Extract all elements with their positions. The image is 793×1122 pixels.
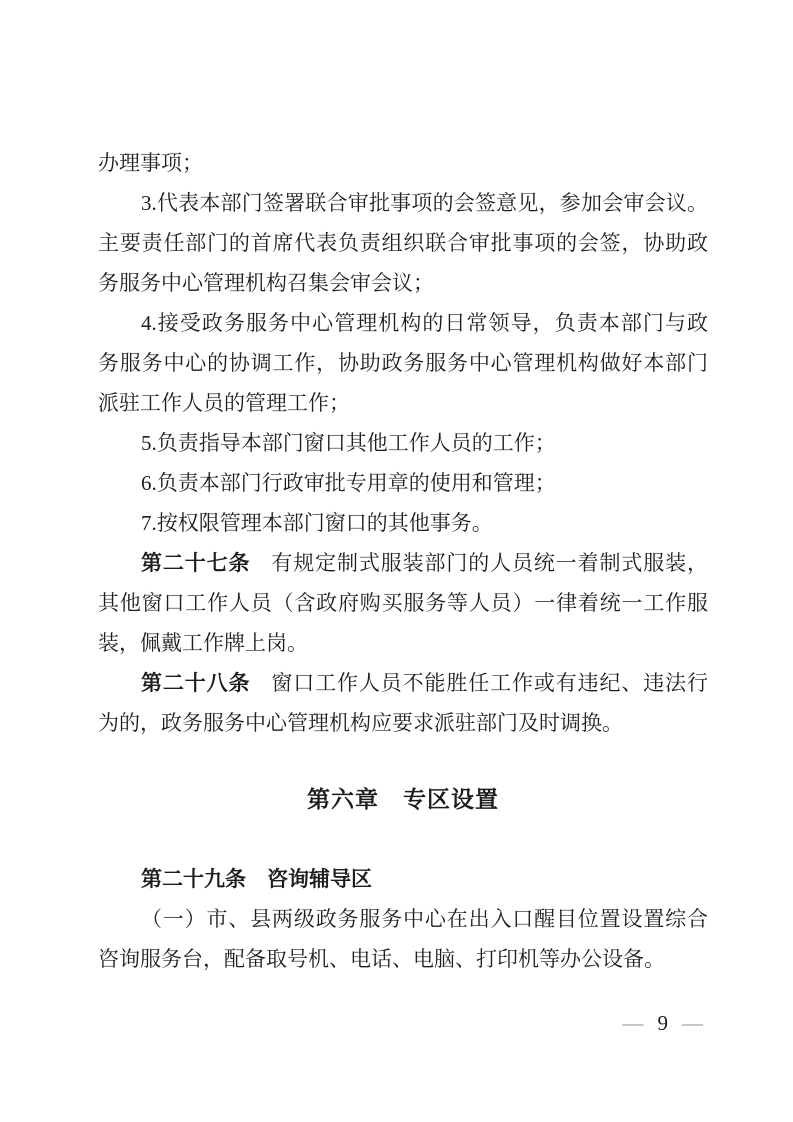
item-3-line-3: 务服务中心管理机构召集会审会议； xyxy=(98,271,434,295)
article-27-line-2: 其他窗口工作人员（含政府购买服务等人员）一律着统一工作服 xyxy=(98,591,708,615)
item-3-line-1: 3.代表本部门签署联合审批事项的会签意见，参加会审会议。 xyxy=(141,191,708,215)
item-4-line-2: 务服务中心的协调工作，协助政务服务中心管理机构做好本部门 xyxy=(98,351,708,375)
item-7-line: 7.按权限管理本部门窗口的其他事务。 xyxy=(141,511,493,535)
article-29-line-2: 咨询服务台，配备取号机、电话、电脑、打印机等办公设备。 xyxy=(98,947,665,971)
article-28-line-2: 为的，政务服务中心管理机构应要求派驻部门及时调换。 xyxy=(98,711,623,735)
article-29-label: 第二十九条 xyxy=(141,867,246,891)
chapter-6-heading: 第六章 专区设置 xyxy=(307,786,499,812)
article-28-line-1 xyxy=(98,663,708,703)
item-3-line-2: 主要责任部门的首席代表负责组织联合审批事项的会签，协助政 xyxy=(98,231,708,255)
article-29-heading xyxy=(98,859,708,899)
article-27-label: 第二十七条 xyxy=(141,551,251,575)
page-number-value: 9 xyxy=(657,1011,668,1035)
article-28-text: 窗口工作人员不能胜任工作或有违纪、违法行 xyxy=(271,671,708,695)
page-number-left-dash: — xyxy=(622,1011,644,1035)
page-number-right-dash: — xyxy=(682,1011,703,1035)
article-28-label: 第二十八条 xyxy=(141,671,251,695)
article-27-line-3: 装，佩戴工作牌上岗。 xyxy=(98,631,308,655)
item-5-line: 5.负责指导本部门窗口其他工作人员的工作； xyxy=(141,431,556,455)
article-27-line-1 xyxy=(98,543,708,583)
page-number xyxy=(623,1006,704,1040)
item-4-line-3: 派驻工作人员的管理工作； xyxy=(98,391,350,415)
article-27-text: 有规定制式服装部门的人员统一着制式服装， xyxy=(271,551,708,575)
item-4-line-1: 4.接受政务服务中心管理机构的日常领导，负责本部门与政 xyxy=(141,311,708,335)
article-29-title: 咨询辅导区 xyxy=(267,867,372,891)
continuation-line: 办理事项； xyxy=(98,151,203,175)
item-6-line: 6.负责本部门行政审批专用章的使用和管理； xyxy=(141,471,556,495)
document-body xyxy=(98,143,708,979)
article-29-line-1: （一）市、县两级政务服务中心在出入口醒目位置设置综合 xyxy=(141,907,708,931)
